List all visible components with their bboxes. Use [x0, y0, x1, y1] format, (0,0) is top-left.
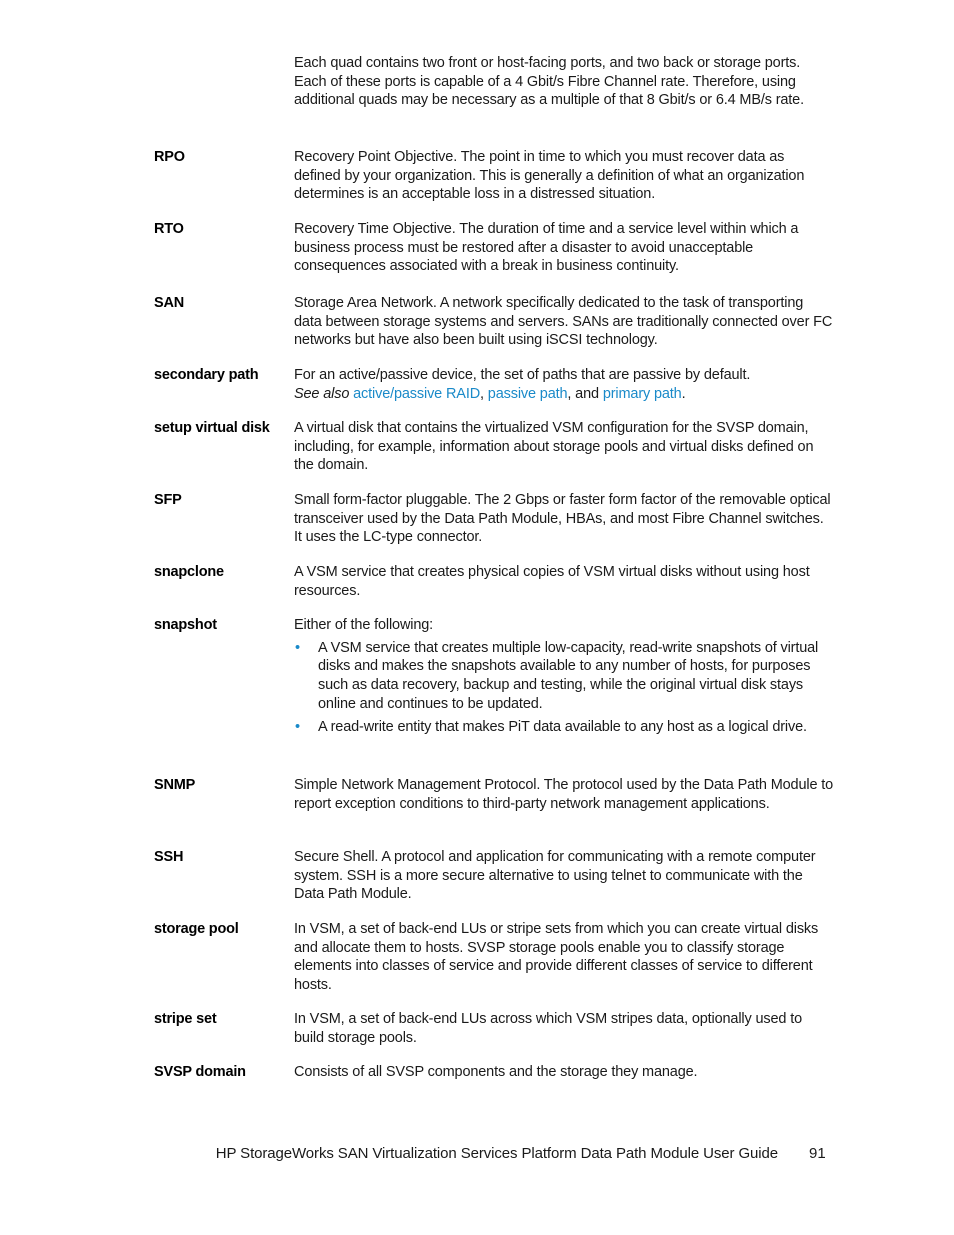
list-item: • A read-write entity that makes PiT data available to any host as a logical drive. — [295, 718, 807, 735]
bullet-icon: • — [295, 718, 300, 735]
glossary-definition: Recovery Time Objective. The duration of time and a service level within which a business process must be restored after a disaster to avoid unacceptable consequences associated with a break in business continuity. — [294, 221, 799, 275]
glossary-definition: Small form-factor pluggable. The 2 Gbps or faster form factor of the removable optical transceiver used by the Data Path Module, HBAs, and most Fibre Channel switches. It uses the LC-type connector. — [294, 492, 831, 546]
link-active-passive-raid[interactable]: active/passive RAID — [353, 385, 481, 402]
glossary-definition: In VSM, a set of back-end LUs or stripe sets from which you can create virtual disks and allocate them to hosts. SVSP storage pools enable you to classify storage elements into classes of service and provide different classes of service to different hosts. — [294, 921, 819, 994]
glossary-term: SNMP — [154, 777, 196, 793]
list-item: • A VSM service that creates multiple low-capacity, read-write snapshots of virtual disks and makes the snapshots available to any number of hosts, for purposes such as data recovery, backup and testing, while the original virtual disk stays online and continues to be updated. — [295, 639, 819, 712]
glossary-definition: A virtual disk that contains the virtualized VSM configuration for the SVSP domain, including, for example, information about storage pools and virtual disks defined on the domain. — [294, 420, 814, 474]
see-also-label: See also — [294, 385, 350, 402]
glossary-definition: A VSM service that creates physical copies of VSM virtual disks without using host resources. — [294, 564, 810, 599]
footer-title: HP StorageWorks SAN Virtualization Services Platform Data Path Module User Guide — [215, 1145, 778, 1162]
glossary-definition: Storage Area Network. A network specifically dedicated to the task of transporting data between storage systems and servers. SANs are traditionally connected over FC networks but have also been built using iSCSI technology. — [294, 295, 833, 349]
glossary-term: RTO — [154, 221, 184, 237]
glossary-term: stripe set — [154, 1011, 217, 1027]
glossary-definition: Secure Shell. A protocol and application for communicating with a remote computer system. SSH is a more secure alternative to using telnet to communicate with the Data Path Module. — [294, 849, 816, 903]
see-also: See also active/passive RAID, passive path, and primary path. — [294, 385, 686, 402]
bullet-list — [294, 639, 834, 737]
intro-text: Each quad contains two front or host-facing ports, and two back or storage ports. Each of these ports is capable of a 4 Gbit/s Fibre Channel rate. Therefore, using additional quads may be necessary as a multiple of that 8 Gbit/s or 6.4 MB/s rate. — [294, 55, 804, 109]
glossary-definition: Consists of all SVSP components and the storage they manage. — [294, 1064, 698, 1080]
glossary-term: SVSP domain — [154, 1064, 246, 1080]
glossary-definition — [294, 366, 834, 403]
glossary-term: RPO — [154, 149, 185, 165]
glossary-definition: In VSM, a set of back-end LUs across which VSM stripes data, optionally used to build storage pools. — [294, 1011, 802, 1046]
glossary-term: snapshot — [154, 617, 217, 633]
page-footer — [0, 1144, 954, 1164]
bullet-icon: • — [295, 639, 300, 656]
glossary-term: SSH — [154, 849, 184, 865]
link-primary-path[interactable]: primary path — [602, 385, 682, 402]
glossary-term: secondary path — [154, 367, 259, 383]
glossary-definition: Recovery Point Objective. The point in time to which you must recover data as defined by your organization. This is generally a definition of what an organization determines is an acceptable loss in a distressed situation. — [294, 149, 805, 203]
definition-text: Either of the following: — [294, 617, 434, 633]
definition-text: For an active/passive device, the set of paths that are passive by default. — [294, 367, 751, 383]
glossary-definition: Simple Network Management Protocol. The protocol used by the Data Path Module to report exception conditions to third-party network management applications. — [294, 777, 834, 812]
glossary-term: SAN — [154, 295, 185, 311]
glossary-term: setup virtual disk — [154, 420, 270, 436]
link-passive-path[interactable]: passive path — [487, 385, 568, 402]
page-number: 91 — [809, 1145, 826, 1162]
glossary-term: SFP — [154, 492, 182, 508]
glossary-term: snapclone — [154, 564, 224, 580]
glossary-term: storage pool — [154, 921, 239, 937]
glossary-definition — [294, 616, 834, 740]
